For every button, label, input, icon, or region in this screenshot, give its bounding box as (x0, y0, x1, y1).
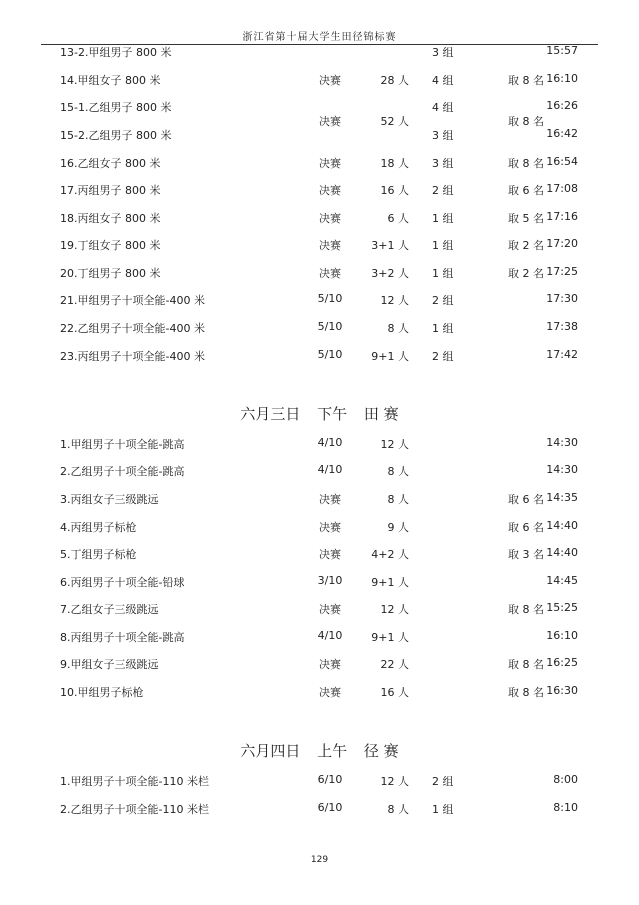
event-groups: 1 组 (432, 239, 454, 252)
schedule-row (0, 182, 639, 202)
event-name: 5.丁组男子标枪 (60, 548, 137, 561)
event-time: 15:25 (546, 601, 578, 614)
event-round: 决赛 (319, 239, 341, 252)
event-round: 3/10 (317, 574, 343, 587)
event-time: 14:40 (546, 519, 578, 532)
event-round: 5/10 (317, 320, 343, 333)
event-round: 4/10 (317, 629, 343, 642)
schedule-row (0, 292, 639, 312)
event-time: 17:16 (546, 210, 578, 223)
event-name: 7.乙组女子三级跳远 (60, 603, 159, 616)
event-time: 16:42 (546, 127, 578, 140)
schedule-row (0, 574, 639, 594)
event-time: 14:40 (546, 546, 578, 559)
event-groups: 2 组 (432, 184, 454, 197)
event-round: 决赛 (319, 521, 341, 534)
event-round: 4/10 (317, 463, 343, 476)
event-round: 5/10 (317, 348, 343, 361)
schedule-row (0, 348, 639, 368)
event-time: 16:25 (546, 656, 578, 669)
event-groups: 4 组 (432, 74, 454, 87)
event-groups: 2 组 (432, 775, 454, 788)
event-count: 3+1 人 (371, 239, 409, 252)
event-time: 16:54 (546, 155, 578, 168)
event-time: 17:38 (546, 320, 578, 333)
schedule-row (0, 155, 639, 175)
event-count: 22 人 (380, 658, 409, 671)
schedule-row (0, 436, 639, 456)
event-name: 3.丙组女子三级跳远 (60, 493, 159, 506)
section-period: 上午 (317, 742, 348, 760)
event-count: 52 人 (380, 115, 409, 128)
event-time: 17:30 (546, 292, 578, 305)
event-count: 8 人 (387, 322, 409, 335)
event-time: 14:35 (546, 491, 578, 504)
event-time: 16:10 (546, 72, 578, 85)
event-count: 8 人 (387, 803, 409, 816)
event-name: 1.甲组男子十项全能-110 米栏 (60, 775, 209, 788)
event-round: 决赛 (319, 603, 341, 616)
event-count: 12 人 (380, 438, 409, 451)
page-number: 129 (310, 855, 329, 865)
section-date: 六月三日 (240, 405, 301, 423)
event-advance: 取 8 名 (508, 658, 544, 671)
event-groups: 1 组 (432, 322, 454, 335)
schedule-row (0, 72, 639, 92)
event-name: 1.甲组男子十项全能-跳高 (60, 438, 185, 451)
event-advance: 取 6 名 (508, 521, 544, 534)
event-count: 9 人 (387, 521, 409, 534)
schedule-row (0, 801, 639, 821)
event-round: 决赛 (319, 658, 341, 671)
section-title (0, 740, 639, 761)
event-groups: 1 组 (432, 803, 454, 816)
event-round: 决赛 (319, 548, 341, 561)
event-name: 15-1.乙组男子 800 米 (60, 101, 172, 114)
event-name: 9.甲组女子三级跳远 (60, 658, 159, 671)
section-period: 下午 (317, 405, 348, 423)
event-name: 23.丙组男子十项全能-400 米 (60, 350, 205, 363)
event-groups: 3 组 (432, 129, 454, 142)
section-type: 径 赛 (363, 742, 399, 760)
event-count: 3+2 人 (371, 267, 409, 280)
section-title (0, 403, 639, 424)
event-time: 15:57 (546, 44, 578, 57)
event-round: 6/10 (317, 801, 343, 814)
event-time: 17:20 (546, 237, 578, 250)
event-round: 决赛 (319, 267, 341, 280)
event-count: 4+2 人 (371, 548, 409, 561)
event-time: 14:45 (546, 574, 578, 587)
schedule-row (0, 210, 639, 230)
schedule-row (0, 546, 639, 566)
event-groups: 3 组 (432, 157, 454, 170)
schedule-row (0, 44, 639, 64)
event-groups: 3 组 (432, 46, 454, 59)
event-count: 8 人 (387, 493, 409, 506)
event-name: 14.甲组女子 800 米 (60, 74, 161, 87)
event-name: 19.丁组女子 800 米 (60, 239, 161, 252)
event-name: 15-2.乙组男子 800 米 (60, 129, 172, 142)
event-name: 6.丙组男子十项全能-铅球 (60, 576, 185, 589)
event-round: 5/10 (317, 292, 343, 305)
event-advance: 取 8 名 (508, 157, 544, 170)
schedule-row (0, 237, 639, 257)
schedule-row (0, 265, 639, 285)
event-groups: 1 组 (432, 212, 454, 225)
event-advance: 取 8 名 (508, 686, 544, 699)
schedule-row (0, 656, 639, 676)
event-groups: 2 组 (432, 350, 454, 363)
event-time: 16:26 (546, 99, 578, 112)
event-advance: 取 5 名 (508, 212, 544, 225)
event-count: 28 人 (380, 74, 409, 87)
event-count: 16 人 (380, 686, 409, 699)
event-round: 决赛 (319, 157, 341, 170)
event-time: 8:10 (553, 801, 578, 814)
event-name: 20.丁组男子 800 米 (60, 267, 161, 280)
event-round: 决赛 (319, 212, 341, 225)
event-round: 决赛 (319, 686, 341, 699)
event-name: 17.丙组男子 800 米 (60, 184, 161, 197)
event-count: 12 人 (380, 603, 409, 616)
event-time: 17:42 (546, 348, 578, 361)
event-time: 16:30 (546, 684, 578, 697)
schedule-row (0, 773, 639, 793)
schedule-row (0, 463, 639, 483)
event-count: 8 人 (387, 465, 409, 478)
event-round: 决赛 (319, 74, 341, 87)
event-round: 决赛 (319, 115, 341, 128)
event-count: 12 人 (380, 775, 409, 788)
event-advance: 取 2 名 (508, 267, 544, 280)
event-time: 8:00 (553, 773, 578, 786)
event-advance: 取 2 名 (508, 239, 544, 252)
event-count: 18 人 (380, 157, 409, 170)
schedule-row (0, 629, 639, 649)
schedule-row (0, 127, 639, 147)
schedule-row (0, 320, 639, 340)
schedule-row (0, 601, 639, 621)
event-name: 22.乙组男子十项全能-400 米 (60, 322, 205, 335)
event-count: 9+1 人 (371, 631, 409, 644)
event-round: 4/10 (317, 436, 343, 449)
event-groups: 4 组 (432, 101, 454, 114)
event-time: 16:10 (546, 629, 578, 642)
document-header: 浙江省第十届大学生田径锦标赛 (242, 32, 397, 43)
event-count: 12 人 (380, 294, 409, 307)
event-name: 8.丙组男子十项全能-跳高 (60, 631, 185, 644)
event-count: 9+1 人 (371, 576, 409, 589)
event-advance: 取 3 名 (508, 548, 544, 561)
schedule-row (0, 491, 639, 511)
section-type: 田 赛 (363, 405, 399, 423)
event-name: 4.丙组男子标枪 (60, 521, 137, 534)
event-count: 9+1 人 (371, 350, 409, 363)
event-count: 16 人 (380, 184, 409, 197)
event-name: 2.乙组男子十项全能-跳高 (60, 465, 185, 478)
event-name: 10.甲组男子标枪 (60, 686, 144, 699)
event-name: 21.甲组男子十项全能-400 米 (60, 294, 205, 307)
event-advance: 取 6 名 (508, 493, 544, 506)
event-round: 决赛 (319, 493, 341, 506)
event-time: 17:08 (546, 182, 578, 195)
event-count: 6 人 (387, 212, 409, 225)
event-time: 17:25 (546, 265, 578, 278)
section-date: 六月四日 (240, 742, 301, 760)
schedule-row (0, 684, 639, 704)
event-time: 14:30 (546, 463, 578, 476)
event-advance: 取 6 名 (508, 184, 544, 197)
event-groups: 1 组 (432, 267, 454, 280)
event-advance: 取 8 名 (508, 115, 544, 128)
event-name: 18.丙组女子 800 米 (60, 212, 161, 225)
event-advance: 取 8 名 (508, 603, 544, 616)
schedule-row (0, 519, 639, 539)
event-round: 6/10 (317, 773, 343, 786)
event-groups: 2 组 (432, 294, 454, 307)
event-name: 13-2.甲组男子 800 米 (60, 46, 172, 59)
event-time: 14:30 (546, 436, 578, 449)
event-name: 16.乙组女子 800 米 (60, 157, 161, 170)
event-advance: 取 8 名 (508, 74, 544, 87)
event-name: 2.乙组男子十项全能-110 米栏 (60, 803, 209, 816)
event-round: 决赛 (319, 184, 341, 197)
